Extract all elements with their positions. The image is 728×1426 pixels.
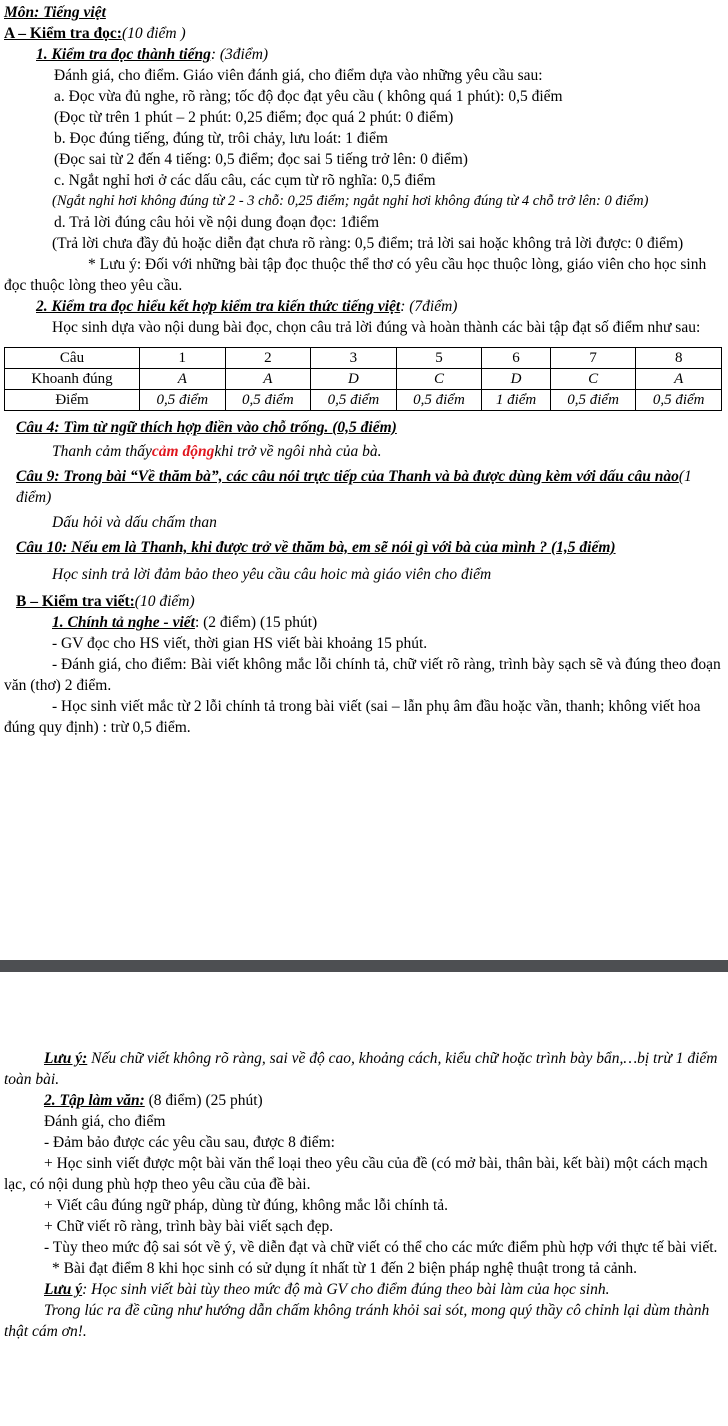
section-b-points: (10 điểm) xyxy=(134,593,195,610)
reading-aloud-heading xyxy=(4,44,724,65)
points-cell: 0,5 điểm xyxy=(311,390,397,411)
essay-scoring-note: - Tùy theo mức độ sai sót về ý, về diễn đạt và chữ viết có thể cho các mức điểm phù hợp với thực tế bài viết. xyxy=(44,1239,718,1256)
row-label-answer: Khoanh đúng xyxy=(5,369,140,390)
question-10 xyxy=(4,537,724,558)
pause-note: (Ngắt nghỉ hơi không đúng từ 2 - 3 chỗ: 0,25 điểm; ngắt nghỉ hơi không đúng từ 4 chỗ trở lên: 0 điểm) xyxy=(52,193,649,209)
answer-cell: A xyxy=(140,369,226,390)
grading-note-label: Lưu ý xyxy=(44,1281,83,1298)
handwriting-note xyxy=(4,1048,724,1090)
question-4-answer xyxy=(4,441,724,462)
section-a-title: A – Kiểm tra đọc: xyxy=(4,25,122,42)
reading-aloud-points: : (3điểm) xyxy=(210,46,269,63)
section-a-points: (10 điểm ) xyxy=(121,25,186,42)
grading-note-text: : Học sinh viết bài tùy theo mức độ mà GV cho điểm đúng theo bài làm của học sinh. xyxy=(82,1281,610,1298)
question-4-text: Câu 4: Tìm từ ngữ thích hợp điền vào chỗ trống. (0,5 điểm) xyxy=(16,419,397,436)
reading-aloud-title: 1. Kiểm tra đọc thành tiếng xyxy=(36,46,211,63)
row-label-question: Câu xyxy=(5,348,140,369)
points-cell: 1 điểm xyxy=(482,390,551,411)
subject-heading: Môn: Tiếng việt xyxy=(4,4,106,21)
dictation-line: - GV đọc cho HS viết, thời gian HS viết bài khoảng 15 phút. xyxy=(52,635,428,652)
handwriting-note-text: Nếu chữ viết không rõ ràng, sai về độ cao, khoảng cách, kiểu chữ hoặc trình bày bẩn,…bị trừ 1 điểm toàn bài. xyxy=(4,1050,718,1088)
answer-table xyxy=(4,347,722,411)
reading-comprehension-title: 2. Kiểm tra đọc hiểu kết hợp kiểm tra kiến thức tiếng việt xyxy=(36,298,401,315)
question-cell: 6 xyxy=(482,348,551,369)
essay-criterion: + Chữ viết rõ ràng, trình bày bài viết sạch đẹp. xyxy=(44,1218,334,1235)
points-cell: 0,5 điểm xyxy=(396,390,482,411)
essay-criterion: + Học sinh viết được một bài văn thể loại theo yêu cầu của đề (có mở bài, thân bài, kết bài) một cách mạch lạc, có nội dung phù hợp theo yêu cầu của đề bài. xyxy=(4,1155,708,1193)
points-cell: 0,5 điểm xyxy=(636,390,722,411)
reading-aloud-line: b. Đọc đúng tiếng, đúng từ, trôi chảy, lưu loát: 1 điểm xyxy=(54,130,388,147)
answer-4-post: khi trở về ngôi nhà của bà. xyxy=(214,443,382,460)
points-cell: 0,5 điểm xyxy=(550,390,636,411)
section-b-title: B – Kiểm tra viết: xyxy=(16,593,135,610)
closing-note: Trong lúc ra đề cũng như hướng dẫn chấm không tránh khỏi sai sót, mong quý thầy cô chỉnh lại dùm thành thật cám ơn!. xyxy=(4,1302,710,1340)
reading-comprehension-points: : (7điểm) xyxy=(400,298,458,315)
question-9-points: (1 điểm) xyxy=(16,468,692,506)
reading-aloud-line: c. Ngắt nghỉ hơi ở các dấu câu, các cụm từ rõ nghĩa: 0,5 điểm xyxy=(54,172,436,189)
answer-cell: D xyxy=(311,369,397,390)
question-cell: 8 xyxy=(636,348,722,369)
memorize-note: * Lưu ý: Đối với những bài tập đọc thuộc thể thơ có yêu cầu học thuộc lòng, giáo viên cho học sinh đọc thuộc lòng theo yêu cầu. xyxy=(4,256,707,294)
table-row xyxy=(5,348,722,369)
question-9-text: Câu 9: Trong bài “Về thăm bà”, các câu nói trực tiếp của Thanh và bà được dùng kèm với dấu câu nào xyxy=(16,468,679,485)
question-10-answer: Học sinh trả lời đảm bảo theo yêu cầu câu hoic mà giáo viên cho điểm xyxy=(52,566,492,583)
points-cell: 0,5 điểm xyxy=(140,390,226,411)
question-cell: 5 xyxy=(396,348,482,369)
section-a-heading xyxy=(4,23,724,44)
answer-4-highlight: cảm động xyxy=(151,443,215,460)
grading-note xyxy=(4,1279,724,1300)
dictation-line: - Học sinh viết mắc từ 2 lỗi chính tả trong bài viết (sai – lẫn phụ âm đầu hoặc vần, thanh; không viết hoa đúng quy định) : trừ 0,5 điểm. xyxy=(4,698,701,736)
answer-cell: A xyxy=(225,369,311,390)
dictation-title: 1. Chính tả nghe - viết xyxy=(52,614,195,631)
reading-aloud-line: a. Đọc vừa đủ nghe, rõ ràng; tốc độ đọc đạt yêu cầu ( không quá 1 phút): 0,5 điểm xyxy=(54,88,563,105)
essay-title: 2. Tập làm văn: xyxy=(44,1092,145,1109)
question-10-text: Câu 10: Nếu em là Thanh, khi được trở về thăm bà, em sẽ nói gì với bà của mình ? (1,5 điểm) xyxy=(16,539,616,556)
dictation-points: : (2 điểm) (15 phút) xyxy=(194,614,318,631)
question-cell: 1 xyxy=(140,348,226,369)
essay-points: (8 điểm) (25 phút) xyxy=(144,1092,263,1109)
answer-criteria-note: (Trả lời chưa đầy đủ hoặc diễn đạt chưa rõ ràng: 0,5 điểm; trả lời sai hoặc không trả lời được: 0 điểm) xyxy=(52,235,684,252)
row-label-points: Điểm xyxy=(5,390,140,411)
answer-cell: D xyxy=(482,369,551,390)
essay-line: - Đảm bảo được các yêu cầu sau, được 8 điểm: xyxy=(44,1134,335,1151)
answer-criteria-line: d. Trả lời đúng câu hỏi về nội dung đoạn đọc: 1điểm xyxy=(54,214,380,231)
answer-cell: C xyxy=(396,369,482,390)
reading-aloud-line: Đánh giá, cho điểm. Giáo viên đánh giá, cho điểm dựa vào những yêu cầu sau: xyxy=(54,67,543,84)
section-b-heading xyxy=(4,591,724,612)
answer-4-pre: Thanh cảm thấy xyxy=(52,443,152,460)
reading-aloud-line: (Đọc sai từ 2 đến 4 tiếng: 0,5 điểm; đọc sai 5 tiếng trở lên: 0 điểm) xyxy=(54,151,468,168)
essay-line: Đánh giá, cho điểm xyxy=(44,1113,166,1130)
dictation-heading xyxy=(4,612,724,633)
table-row xyxy=(5,390,722,411)
essay-bonus-note: * Bài đạt điểm 8 khi học sinh có sử dụng ít nhất từ 1 đến 2 biện pháp nghệ thuật trong tả cảnh. xyxy=(52,1260,638,1277)
reading-comprehension-intro: Học sinh dựa vào nội dung bài đọc, chọn câu trả lời đúng và hoàn thành các bài tập đạt số điểm như sau: xyxy=(52,319,701,336)
question-9-answer: Dấu hỏi và dấu chấm than xyxy=(52,514,217,531)
handwriting-note-label: Lưu ý: xyxy=(44,1050,88,1067)
answer-cell: C xyxy=(550,369,636,390)
points-cell: 0,5 điểm xyxy=(225,390,311,411)
table-row xyxy=(5,369,722,390)
question-cell: 7 xyxy=(550,348,636,369)
question-cell: 3 xyxy=(311,348,397,369)
essay-criterion: + Viết câu đúng ngữ pháp, dùng từ đúng, không mắc lỗi chính tả. xyxy=(44,1197,449,1214)
question-4 xyxy=(4,417,724,438)
dictation-line: - Đánh giá, cho điểm: Bài viết không mắc lỗi chính tả, chữ viết rõ ràng, trình bày sạch sẽ và đúng theo đoạn văn (thơ) 2 điểm. xyxy=(4,656,721,694)
essay-heading xyxy=(4,1090,724,1111)
page-2-content xyxy=(0,972,728,1342)
reading-comprehension-heading xyxy=(4,296,724,317)
question-cell: 2 xyxy=(225,348,311,369)
reading-aloud-line: (Đọc từ trên 1 phút – 2 phút: 0,25 điểm; đọc quá 2 phút: 0 điểm) xyxy=(54,109,454,126)
answer-cell: A xyxy=(636,369,722,390)
question-9 xyxy=(4,466,724,508)
page-separator xyxy=(0,960,728,972)
answer-key-page-2 xyxy=(0,972,728,1426)
